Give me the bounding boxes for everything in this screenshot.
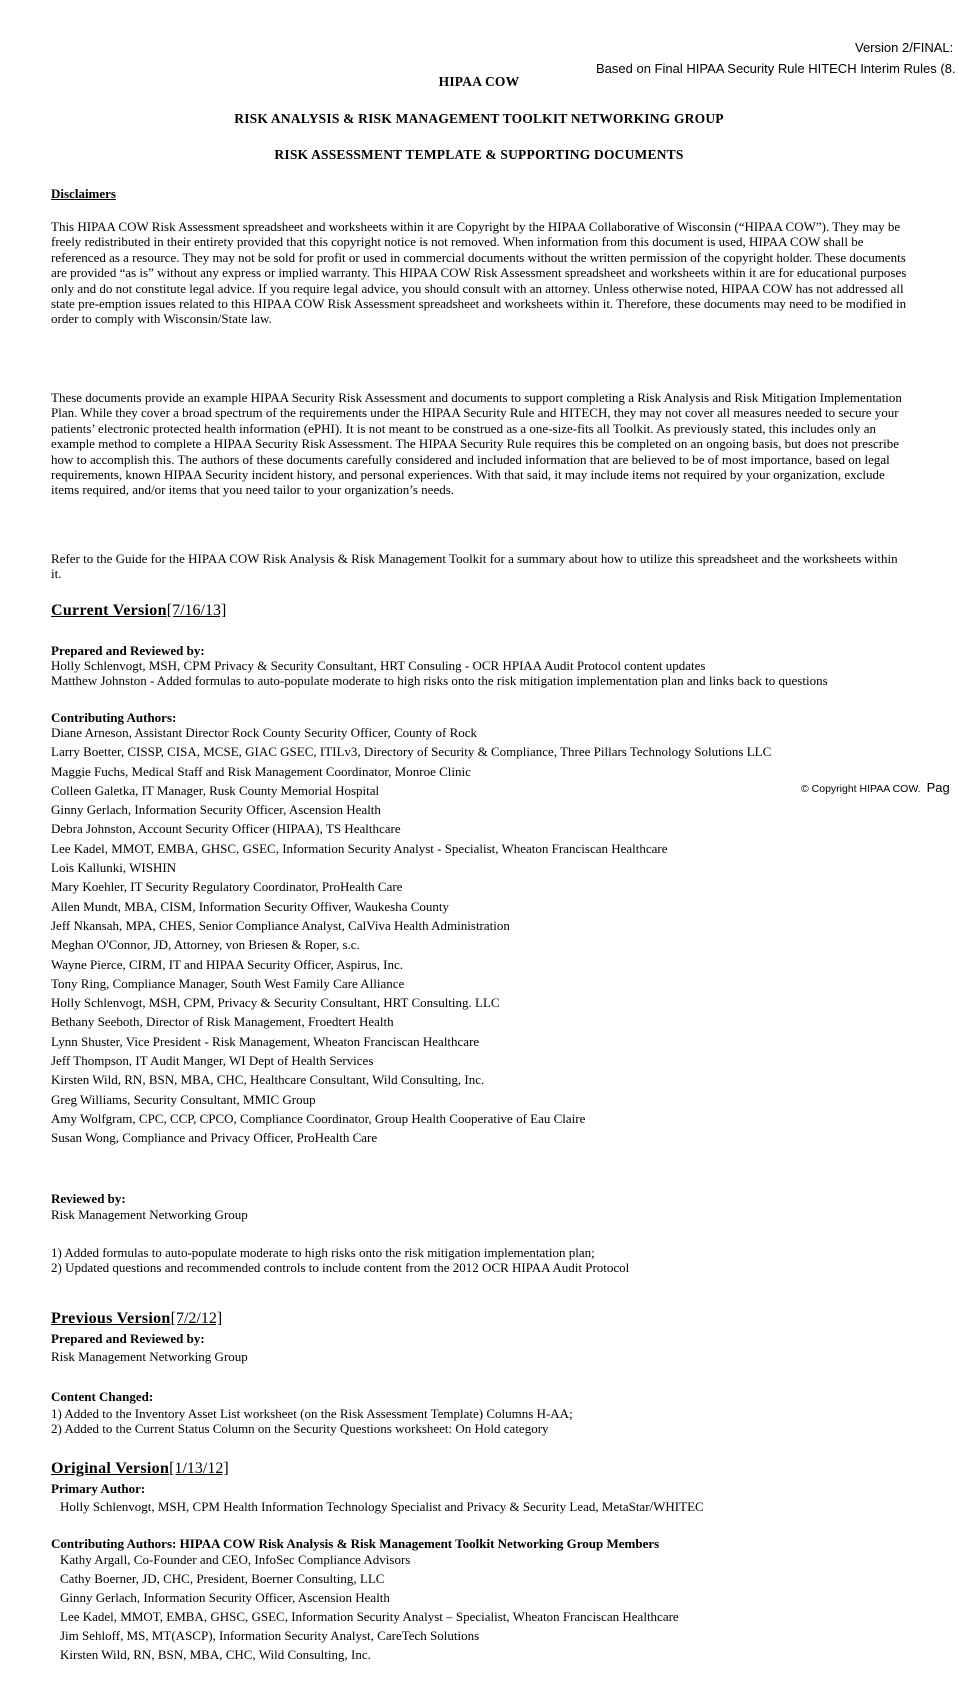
list-item: Debra Johnston, Account Security Officer (HIPAA), TS Healthcare (51, 821, 401, 837)
current-prepared-list (51, 658, 911, 688)
original-contributing-label: Contributing Authors: HIPAA COW Risk Analysis & Risk Management Toolkit Networking Group Members (51, 1536, 660, 1551)
list-item: Matthew Johnston - Added formulas to auto-populate moderate to high risks onto the risk mitigation implementation plan and links back to questions (51, 673, 828, 689)
original-authors-list (51, 1550, 911, 1664)
list-item: Cathy Boerner, JD, CHC, President, Boerner Consulting, LLC (60, 1571, 385, 1586)
list-item: Allen Mundt, MBA, CISM, Information Security Offiver, Waukesha County (51, 898, 450, 914)
list-item: Diane Arneson, Assistant Director Rock County Security Officer, County of Rock (51, 725, 478, 740)
current-contributing-label: Contributing Authors: (51, 710, 177, 725)
current-prepared-label: Prepared and Reviewed by: (51, 643, 205, 658)
list-item: 2) Updated questions and recommended controls to include content from the 2012 OCR HIPAA Audit Protocol (51, 1260, 630, 1276)
list-item: 1) Added to the Inventory Asset List worksheet (on the Risk Assessment Template) Columns H-AA; (51, 1406, 573, 1421)
copyright-text: © Copyright HIPAA COW. (801, 783, 921, 795)
current-changes-list (51, 1245, 911, 1275)
list-item: Tony Ring, Compliance Manager, South West Family Care Alliance (51, 975, 405, 991)
list-item: Kirsten Wild, RN, BSN, MBA, CHC, Wild Consulting, Inc. (60, 1647, 371, 1662)
original-version-heading (51, 1460, 911, 1478)
list-item: Lynn Shuster, Vice President - Risk Management, Wheaton Franciscan Healthcare (51, 1033, 480, 1049)
list-item: Kirsten Wild, RN, BSN, MBA, CHC, Healthcare Consultant, Wild Consulting, Inc. (51, 1072, 485, 1088)
list-item: Wayne Pierce, CIRM, IT and HIPAA Security Officer, Aspirus, Inc. (51, 956, 404, 972)
copyright-footer (801, 780, 950, 795)
list-item: Susan Wong, Compliance and Privacy Officer, ProHealth Care (51, 1130, 378, 1146)
previous-changes-list (51, 1406, 911, 1436)
previous-version-label: Previous Version (51, 1310, 171, 1327)
list-item: Jeff Thompson, IT Audit Manger, WI Dept of Health Services (51, 1053, 374, 1069)
list-item: Maggie Fuchs, Medical Staff and Risk Management Coordinator, Monroe Clinic (51, 763, 471, 779)
original-primary-value: Holly Schlenvogt, MSH, CPM Health Information Technology Specialist and Privacy & Security Lead, MetaStar/WHITEC (60, 1499, 704, 1514)
list-item: Amy Wolfgram, CPC, CCP, CPCO, Compliance Coordinator, Group Health Cooperative of Eau Claire (51, 1110, 586, 1126)
list-item: Meghan O'Connor, JD, Attorney, von Briesen & Roper, s.c. (51, 937, 360, 953)
previous-version-date: [7/2/12] (170, 1310, 223, 1327)
list-item: Mary Koehler, IT Security Regulatory Coordinator, ProHealth Care (51, 879, 403, 895)
list-item: Ginny Gerlach, Information Security Officer, Ascension Health (51, 802, 381, 818)
list-item: Holly Schlenvogt, MSH, CPM, Privacy & Security Consultant, HRT Consulting. LLC (51, 995, 500, 1011)
disclaimers-heading: Disclaimers (51, 186, 116, 201)
current-version-heading (51, 602, 911, 620)
list-item: Jeff Nkansah, MPA, CHES, Senior Compliance Analyst, CalViva Health Administration (51, 917, 510, 933)
disclaimer-paragraph-scope: These documents provide an example HIPAA Security Risk Assessment and documents to support completing a Risk Analysis and Risk Mitigation Implementation Plan. While they cover a broad spectrum of the requirements under the HIPAA Security Rule and HITECH, they may not cover all measures needed to secure your patients’ electronic protected health information (ePHI). It is not meant to be construed as a one-size-fits all Toolkit. As previously stated, this includes only an example method to complete a HIPAA Security Risk Assessment. The HIPAA Security Rule requires this be completed on an ongoing basis, but does not prescribe how to accomplish this. The authors of these documents carefully considered and included information that are believed to be of most importance, based on legal requirements, known HIPAA Security incident history, and personal experiences. With that said, it may include items not required by your organization, exclude items required, and/or items that you need tailor to your organization’s needs. (51, 390, 902, 498)
list-item: 2) Added to the Current Status Column on the Security Questions worksheet: On Hold category (51, 1421, 549, 1437)
original-primary-label: Primary Author: (51, 1481, 146, 1496)
current-authors-list (51, 723, 911, 1148)
list-item: Larry Boetter, CISSP, CISA, MCSE, GIAC GSEC, ITILv3, Directory of Security & Compliance, Three Pillars Technology Solutions LLC (51, 744, 772, 760)
list-item: Kathy Argall, Co-Founder and CEO, InfoSec Compliance Advisors (60, 1552, 411, 1567)
template-title: RISK ASSESSMENT TEMPLATE & SUPPORTING DOCUMENTS (274, 147, 684, 162)
list-item: Lee Kadel, MMOT, EMBA, GHSC, GSEC, Information Security Analyst – Specialist, Wheaton Franciscan Healthcare (60, 1609, 679, 1624)
list-item: Colleen Galetka, IT Manager, Rusk County Memorial Hospital (51, 782, 380, 798)
previous-prepared-label: Prepared and Reviewed by: (51, 1331, 205, 1346)
list-item: 1) Added formulas to auto-populate moderate to high risks onto the risk mitigation implementation plan; (51, 1245, 595, 1260)
list-item: Jim Sehloff, MS, MT(ASCP), Information Security Analyst, CareTech Solutions (60, 1628, 480, 1643)
disclaimer-paragraph-copyright: This HIPAA COW Risk Assessment spreadsheet and worksheets within it are Copyright by the HIPAA Collaborative of Wisconsin (“HIPAA COW”). They may be freely redistributed in their entirety provided that this copyright notice is not removed. When information from this document is used, HIPAA COW shall be referenced as a resource. They may not be sold for profit or used in commercial documents without the written permission of the copyright holder. These documents are provided “as is” without any express or implied warranty. This HIPAA COW Risk Assessment spreadsheet and worksheets within it are for educational purposes only and do not constitute legal advice. If you require legal advice, you should consult with an attorney. Unless otherwise noted, HIPAA COW has not addressed all state pre-emption issues related to this HIPAA COW Risk Assessment spreadsheet and worksheets within it. Therefore, these documents may need to be modified in order to comply with Wisconsin/State law. (51, 219, 907, 327)
current-version-label: Current Version (51, 602, 167, 619)
list-item: Holly Schlenvogt, MSH, CPM Privacy & Security Consultant, HRT Consuling - OCR HPIAA Audit Protocol content updates (51, 658, 706, 673)
group-title: RISK ANALYSIS & RISK MANAGEMENT TOOLKIT NETWORKING GROUP (234, 111, 724, 126)
list-item: Lee Kadel, MMOT, EMBA, GHSC, GSEC, Information Security Analyst - Specialist, Wheaton Franciscan Healthcare (51, 840, 668, 856)
list-item: Bethany Seeboth, Director of Risk Management, Froedtert Health (51, 1014, 394, 1030)
rule-basis-label: Based on Final HIPAA Security Rule HITECH Interim Rules (8. (596, 61, 956, 76)
list-item: Ginny Gerlach, Information Security Officer, Ascension Health (60, 1590, 390, 1605)
page-label: Pag (926, 780, 950, 795)
current-version-date: [7/16/13] (166, 602, 227, 619)
version-label: Version 2/FINAL: (855, 40, 954, 55)
original-version-label: Original Version (51, 1460, 170, 1477)
original-version-date: [1/13/12] (169, 1460, 229, 1477)
previous-changed-label: Content Changed: (51, 1389, 154, 1404)
current-reviewed-value: Risk Management Networking Group (51, 1207, 248, 1222)
list-item: Greg Williams, Security Consultant, MMIC Group (51, 1091, 316, 1107)
document-title: HIPAA COW (438, 74, 520, 89)
list-item: Lois Kallunki, WISHIN (51, 860, 177, 876)
previous-version-heading (51, 1310, 911, 1328)
disclaimer-paragraph-guide: Refer to the Guide for the HIPAA COW Risk Analysis & Risk Management Toolkit for a summary about how to utilize this spreadsheet and the worksheets within it. (51, 551, 898, 582)
previous-prepared-value: Risk Management Networking Group (51, 1349, 248, 1364)
current-reviewed-label: Reviewed by: (51, 1191, 126, 1206)
